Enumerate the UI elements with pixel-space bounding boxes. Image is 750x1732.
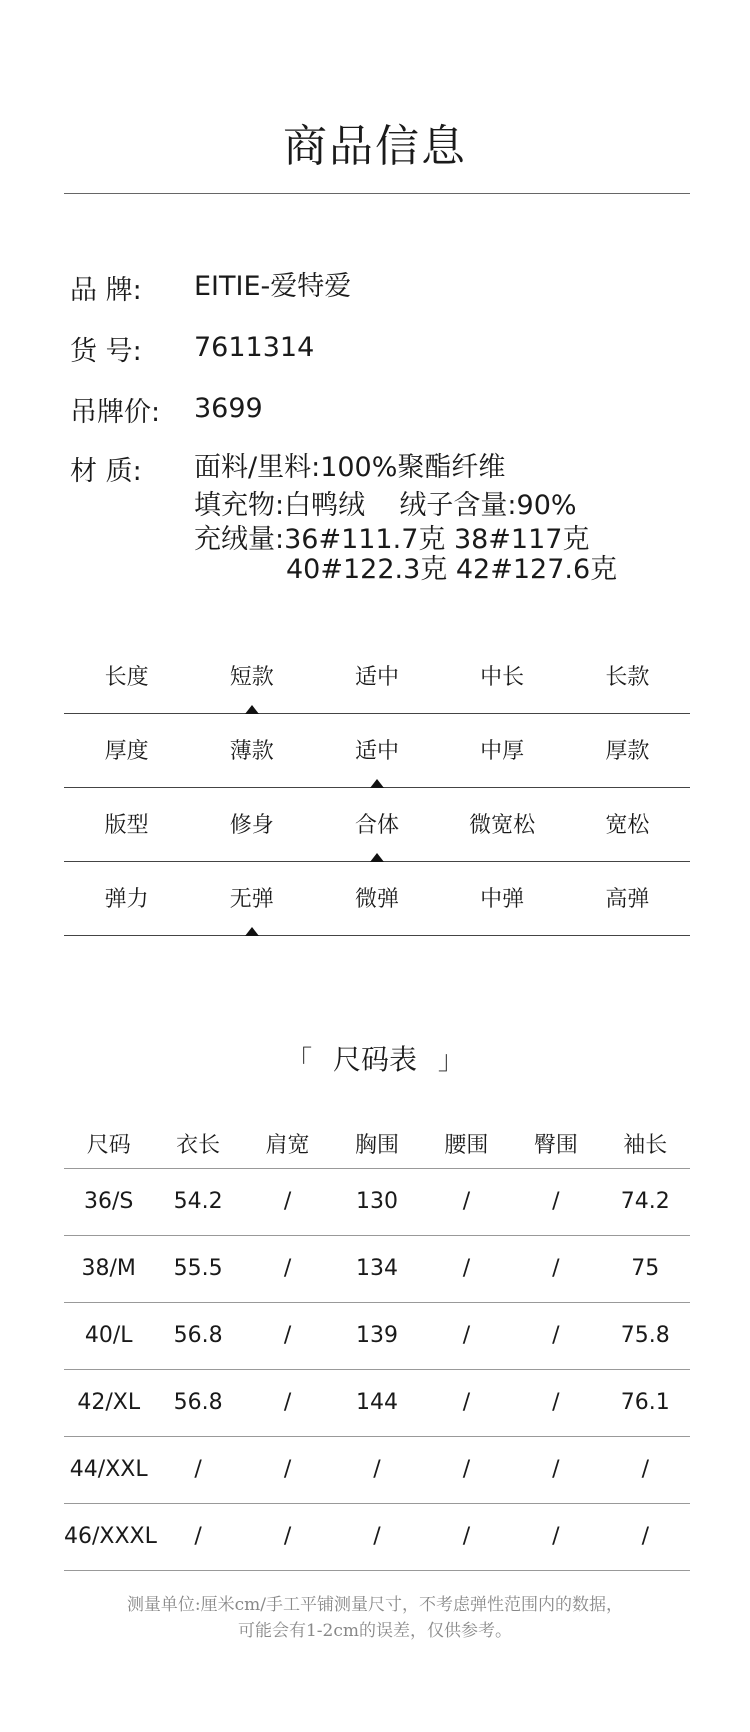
- size-cell: 144: [355, 1390, 398, 1415]
- attribute-option: 合体: [354, 813, 399, 838]
- material-label: 材 质:: [70, 456, 142, 487]
- size-header-row: [64, 1108, 690, 1169]
- size-cell: /: [462, 1323, 471, 1348]
- attribute-option: 中厚: [480, 739, 525, 764]
- material-line-fill-weight-cont: 40#122.3克 42#127.6克: [286, 554, 618, 585]
- size-column-header: 袖长: [623, 1133, 668, 1158]
- attribute-option: 无弹: [229, 887, 274, 912]
- size-cell: /: [462, 1189, 471, 1214]
- size-cell: 36/S: [84, 1189, 134, 1214]
- size-column-header: 肩宽: [265, 1133, 310, 1158]
- size-cell: 130: [355, 1189, 398, 1214]
- attribute-row: [64, 862, 690, 936]
- size-cell: /: [373, 1457, 381, 1482]
- size-cell: /: [462, 1457, 471, 1482]
- attribute-option: 长款: [605, 665, 650, 690]
- size-cell: 75: [631, 1256, 660, 1281]
- size-cell: /: [194, 1524, 202, 1549]
- size-cell: 54.2: [173, 1189, 223, 1214]
- size-column-header: 腰围: [444, 1133, 489, 1158]
- attribute-option: 适中: [354, 665, 399, 690]
- size-row: [64, 1370, 690, 1437]
- size-cell: 55.5: [173, 1256, 223, 1281]
- attribute-option: 微宽松: [469, 813, 536, 838]
- size-cell: 74.2: [620, 1189, 670, 1214]
- material-line-fill-weight: 充绒量:36#111.7克 38#117克: [194, 524, 590, 555]
- attribute-scale-table: [64, 640, 690, 936]
- size-column-header: 尺码: [86, 1133, 131, 1158]
- attribute-row: [64, 714, 690, 788]
- attribute-name: 长度: [104, 665, 149, 690]
- attribute-name: 弹力: [104, 887, 149, 912]
- attribute-option: 适中: [354, 739, 399, 764]
- size-cell: /: [641, 1457, 649, 1482]
- attribute-name: 厚度: [104, 739, 149, 764]
- size-cell: /: [462, 1524, 471, 1549]
- brand-label: 品 牌:: [70, 275, 142, 306]
- size-cell: /: [552, 1524, 560, 1549]
- page-title: 商品信息: [283, 121, 467, 172]
- measurement-footnote: [0, 1592, 750, 1644]
- selected-marker-triangle-icon: [245, 927, 259, 936]
- brand-value-text: EITIE-爱特爱: [194, 271, 352, 302]
- size-cell: /: [283, 1256, 292, 1281]
- size-cell: /: [283, 1457, 292, 1482]
- footnote-line-2: 可能会有1-2cm的误差，仅供参考。: [237, 1621, 513, 1641]
- attribute-option: 微弹: [354, 887, 399, 912]
- size-cell: 40/L: [84, 1323, 133, 1348]
- price-label: 吊牌价:: [70, 397, 161, 428]
- attribute-option: 修身: [229, 813, 274, 838]
- size-cell: /: [283, 1524, 292, 1549]
- size-cell: /: [283, 1323, 292, 1348]
- size-cell: /: [194, 1457, 202, 1482]
- attribute-option: 薄款: [229, 739, 274, 764]
- material-line-fabric: 面料/里料:100%聚酯纤维: [194, 452, 506, 483]
- brand-value: [194, 268, 351, 306]
- selected-marker-triangle-icon: [370, 853, 384, 862]
- size-cell: /: [283, 1189, 292, 1214]
- selected-marker-triangle-icon: [370, 779, 384, 788]
- size-cell: /: [462, 1390, 471, 1415]
- size-row: [64, 1437, 690, 1504]
- sku-label: 货 号:: [70, 336, 142, 367]
- size-column-header: 胸围: [354, 1133, 399, 1158]
- size-cell: /: [552, 1457, 560, 1482]
- size-cell: 134: [355, 1256, 398, 1281]
- attribute-option: 厚款: [605, 739, 650, 764]
- size-cell: /: [283, 1390, 292, 1415]
- size-column-header: 臀围: [533, 1133, 578, 1158]
- size-row: [64, 1504, 690, 1571]
- size-cell: 139: [355, 1323, 398, 1348]
- attribute-option: 中弹: [480, 887, 525, 912]
- size-cell: 56.8: [173, 1390, 223, 1415]
- size-title-open-bracket: 「: [286, 1046, 313, 1076]
- attribute-option: 高弹: [605, 887, 650, 912]
- price-value: [194, 390, 263, 428]
- size-cell: 42/XL: [77, 1390, 141, 1415]
- size-cell: /: [641, 1524, 649, 1549]
- title-divider: [64, 193, 690, 194]
- size-chart-table: [64, 1108, 690, 1571]
- material-line-filling: 填充物:白鸭绒 绒子含量:90%: [194, 490, 577, 521]
- sku-value-text: 7611314: [194, 332, 315, 363]
- attribute-option: 短款: [229, 665, 274, 690]
- attribute-row: [64, 640, 690, 714]
- price-value-text: 3699: [194, 393, 263, 424]
- size-cell: 76.1: [620, 1390, 670, 1415]
- size-title-text: 尺码表: [332, 1043, 417, 1076]
- size-row: [64, 1303, 690, 1370]
- size-cell: /: [552, 1189, 560, 1214]
- size-cell: 46/XXXL: [64, 1524, 157, 1549]
- size-cell: /: [373, 1524, 381, 1549]
- size-column-header: 衣长: [176, 1133, 221, 1158]
- size-cell: /: [552, 1390, 560, 1415]
- attribute-name: 版型: [104, 813, 149, 838]
- size-cell: 75.8: [620, 1323, 670, 1348]
- size-cell: /: [462, 1256, 471, 1281]
- footnote-line-1: 测量单位:厘米cm/手工平铺测量尺寸，不考虑弹性范围内的数据，: [126, 1595, 624, 1615]
- attribute-option: 中长: [480, 665, 525, 690]
- size-cell: 44/XXL: [69, 1457, 148, 1482]
- size-row: [64, 1169, 690, 1236]
- material-value: [194, 449, 617, 585]
- size-cell: 38/M: [81, 1256, 136, 1281]
- size-row: [64, 1236, 690, 1303]
- size-cell: /: [552, 1256, 560, 1281]
- selected-marker-triangle-icon: [245, 705, 259, 714]
- sku-value: [194, 329, 314, 367]
- size-cell: 56.8: [173, 1323, 223, 1348]
- size-title-close-bracket: 」: [437, 1046, 464, 1076]
- attribute-option: 宽松: [605, 813, 650, 838]
- size-chart-title: [0, 1038, 750, 1078]
- size-cell: /: [552, 1323, 560, 1348]
- attribute-row: [64, 788, 690, 862]
